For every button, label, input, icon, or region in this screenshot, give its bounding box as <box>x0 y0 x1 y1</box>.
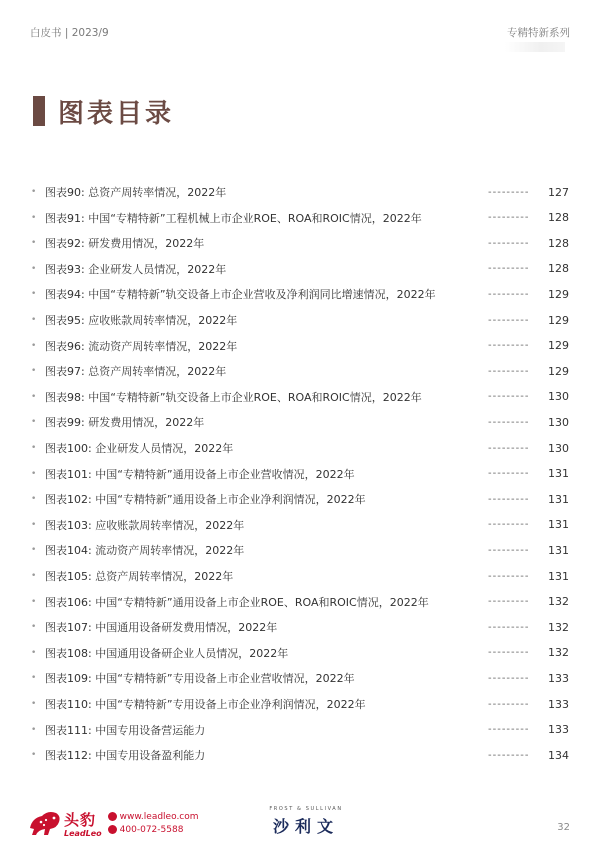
toc-entry-leader: --------- <box>488 416 530 428</box>
brand-en: LeadLeo <box>64 828 102 838</box>
toc-entry-page: 131 <box>548 492 569 506</box>
website-link[interactable]: www.leadleo.com <box>119 811 199 822</box>
toc-entry-leader: --------- <box>488 212 530 224</box>
toc-entry-label: 图表102: 中国“专精特新”通用设备上市企业净利润情况，2022年 <box>45 493 366 507</box>
toc-entry[interactable] <box>0 233 600 253</box>
toc-entry-page: 130 <box>548 441 569 455</box>
toc-entry-leader: --------- <box>488 698 530 710</box>
page-title: 图表目录 <box>58 98 175 129</box>
bullet-icon: • <box>31 673 37 684</box>
toc-entry-label: 图表93: 企业研发人员情况，2022年 <box>45 262 227 276</box>
phone-number: 400-072-5588 <box>119 824 184 835</box>
page-number: 32 <box>557 822 570 833</box>
toc-entry-page: 129 <box>548 339 569 353</box>
section-title-block <box>33 95 174 127</box>
bullet-icon: • <box>31 263 37 274</box>
toc-entry-leader: --------- <box>488 493 530 505</box>
toc-entry-page: 131 <box>548 569 569 583</box>
bullet-icon: • <box>31 443 37 453</box>
toc-entry-leader: --------- <box>488 365 530 377</box>
toc-entry[interactable] <box>0 182 600 202</box>
toc-entry-leader: --------- <box>488 570 530 582</box>
toc-entry-page: 133 <box>548 697 569 711</box>
toc-entry-label: 图表106: 中国“专精特新”通用设备上市企业ROE、ROA和ROIC情况，2022年 <box>45 595 429 609</box>
bullet-icon: • <box>31 750 37 761</box>
phone-icon <box>108 825 117 834</box>
toc-entry-label: 图表90: 总资产周转率情况，2022年 <box>45 186 227 199</box>
toc-entry[interactable] <box>0 540 600 560</box>
toc-entry-leader: --------- <box>488 672 530 684</box>
bullet-icon: • <box>31 519 37 530</box>
bullet-icon: • <box>31 647 37 658</box>
toc-entry-page: 132 <box>548 646 569 660</box>
toc-entry-label: 图表96: 流动资产周转率情况，2022年 <box>45 339 238 353</box>
toc-entry[interactable] <box>0 668 600 688</box>
toc-entry-label: 图表108: 中国通用设备研企业人员情况，2022年 <box>45 646 289 660</box>
bullet-icon: • <box>31 571 37 581</box>
toc-entry[interactable] <box>0 208 600 228</box>
toc-entry-label: 图表105: 总资产周转率情况，2022年 <box>45 570 234 583</box>
toc-entry[interactable] <box>0 515 600 535</box>
brand-cn: 头豹 <box>64 810 97 829</box>
toc-entry[interactable] <box>0 361 600 381</box>
toc-entry[interactable] <box>0 387 600 407</box>
toc-entry[interactable] <box>0 336 600 356</box>
toc-entry[interactable] <box>0 464 600 484</box>
bullet-icon: • <box>31 340 37 351</box>
toc-entry-leader: --------- <box>488 749 530 761</box>
header-decoration <box>505 42 565 52</box>
toc-entry[interactable] <box>0 310 600 330</box>
toc-entry-label: 图表97: 总资产周转率情况，2022年 <box>45 365 227 379</box>
toc-entry[interactable] <box>0 412 600 432</box>
toc-entry-label: 图表92: 研发费用情况，2022年 <box>45 237 205 251</box>
bullet-icon: • <box>31 238 37 249</box>
toc-entry-label: 图表98: 中国“专精特新”轨交设备上市企业ROE、ROA和ROIC情况，2022年 <box>45 390 422 404</box>
bullet-icon: • <box>31 187 37 197</box>
header-right: 专精特新系列 <box>507 27 570 39</box>
toc-entry-page: 130 <box>548 415 569 429</box>
toc-entry-page: 130 <box>548 390 569 404</box>
toc-entry[interactable] <box>0 592 600 612</box>
leadleo-logo-block <box>28 808 199 838</box>
toc-entry-leader: --------- <box>488 519 530 531</box>
leadleo-wordmark <box>64 809 102 838</box>
toc-entry[interactable] <box>0 259 600 279</box>
toc-entry[interactable] <box>0 489 600 509</box>
toc-entry-leader: --------- <box>488 288 530 300</box>
partner-cn: 沙利文 <box>272 817 339 836</box>
toc-entry-page: 132 <box>548 595 569 609</box>
toc-entry-leader: --------- <box>488 621 530 633</box>
toc-entry-leader: --------- <box>488 544 530 556</box>
bullet-icon: • <box>31 212 37 223</box>
bullet-icon: • <box>31 391 37 402</box>
toc-entry-page: 128 <box>548 262 569 276</box>
toc-entry[interactable] <box>0 617 600 637</box>
title-marker <box>33 96 45 126</box>
toc-entry-page: 128 <box>548 211 569 225</box>
toc-entry-label: 图表110: 中国“专精特新”专用设备上市企业净利润情况，2022年 <box>45 698 366 711</box>
bullet-icon: • <box>31 494 37 505</box>
bullet-icon: • <box>31 417 37 428</box>
toc-entry[interactable] <box>0 694 600 714</box>
partner-en: FROST & SULLIVAN <box>269 806 343 812</box>
toc-entry[interactable] <box>0 566 600 586</box>
toc-entry-page: 128 <box>548 236 569 250</box>
header-left: 白皮书 | 2023/9 <box>30 27 109 39</box>
bullet-icon: • <box>31 545 37 556</box>
toc-entry-label: 图表94: 中国“专精特新”轨交设备上市企业营收及净利润同比增速情况，2022年 <box>45 288 436 302</box>
toc-entry-leader: --------- <box>488 391 530 403</box>
web-icon <box>108 812 117 821</box>
contact-info <box>108 810 199 836</box>
toc-entry[interactable] <box>0 643 600 663</box>
bullet-icon: • <box>31 724 37 735</box>
toc-entry-page: 129 <box>548 364 569 378</box>
bullet-icon: • <box>31 468 37 479</box>
toc-entry-label: 图表95: 应收账款周转率情况，2022年 <box>45 314 238 327</box>
toc-entry-leader: --------- <box>488 596 530 608</box>
toc-entry-label: 图表91: 中国“专精特新”工程机械上市企业ROE、ROA和ROIC情况，2022年 <box>45 211 422 225</box>
bullet-icon: • <box>31 596 37 607</box>
bullet-icon: • <box>31 699 37 709</box>
toc-entry-leader: --------- <box>488 442 530 454</box>
toc-entry-leader: --------- <box>488 468 530 480</box>
toc-entry-label: 图表101: 中国“专精特新”通用设备上市企业营收情况，2022年 <box>45 467 355 481</box>
toc-entry-page: 132 <box>548 620 569 634</box>
toc-entry-page: 131 <box>548 543 569 557</box>
toc-entry-label: 图表100: 企业研发人员情况，2022年 <box>45 442 234 455</box>
toc-entry-page: 134 <box>548 748 569 762</box>
toc-entry-leader: --------- <box>488 314 530 326</box>
toc-entry-label: 图表109: 中国“专精特新”专用设备上市企业营收情况，2022年 <box>45 672 355 686</box>
toc-entry-label: 图表99: 研发费用情况，2022年 <box>45 416 205 430</box>
frost-sullivan-logo <box>261 806 351 837</box>
bullet-icon: • <box>31 622 37 633</box>
toc-entry-label: 图表103: 应收账款周转率情况，2022年 <box>45 518 245 532</box>
toc-entry-page: 133 <box>548 671 569 685</box>
toc-entry[interactable] <box>0 438 600 458</box>
toc-entry-leader: --------- <box>488 340 530 352</box>
toc-entry-label: 图表112: 中国专用设备盈利能力 <box>45 749 206 763</box>
leopard-icon <box>28 808 62 838</box>
toc-entry-label: 图表104: 流动资产周转率情况，2022年 <box>45 544 245 558</box>
toc-entry-leader: --------- <box>488 724 530 736</box>
toc-entry-leader: --------- <box>488 647 530 659</box>
toc-entry-page: 127 <box>548 185 569 199</box>
toc-entry-page: 129 <box>548 287 569 301</box>
toc-entry-label: 图表107: 中国通用设备研发费用情况，2022年 <box>45 621 278 635</box>
bullet-icon: • <box>31 289 37 300</box>
toc-entry-leader: --------- <box>488 263 530 275</box>
toc-entry-leader: --------- <box>488 237 530 249</box>
toc-entry[interactable] <box>0 745 600 765</box>
toc-entry-page: 131 <box>548 467 569 481</box>
toc-entry-page: 129 <box>548 313 569 327</box>
bullet-icon: • <box>31 366 37 377</box>
toc-entry[interactable] <box>0 284 600 304</box>
toc-entry-page: 131 <box>548 518 569 532</box>
toc-entry-leader: --------- <box>488 186 530 198</box>
toc-entry-label: 图表111: 中国专用设备营运能力 <box>45 723 206 737</box>
bullet-icon: • <box>31 315 37 325</box>
toc-entry[interactable] <box>0 720 600 740</box>
toc-entry-page: 133 <box>548 723 569 737</box>
